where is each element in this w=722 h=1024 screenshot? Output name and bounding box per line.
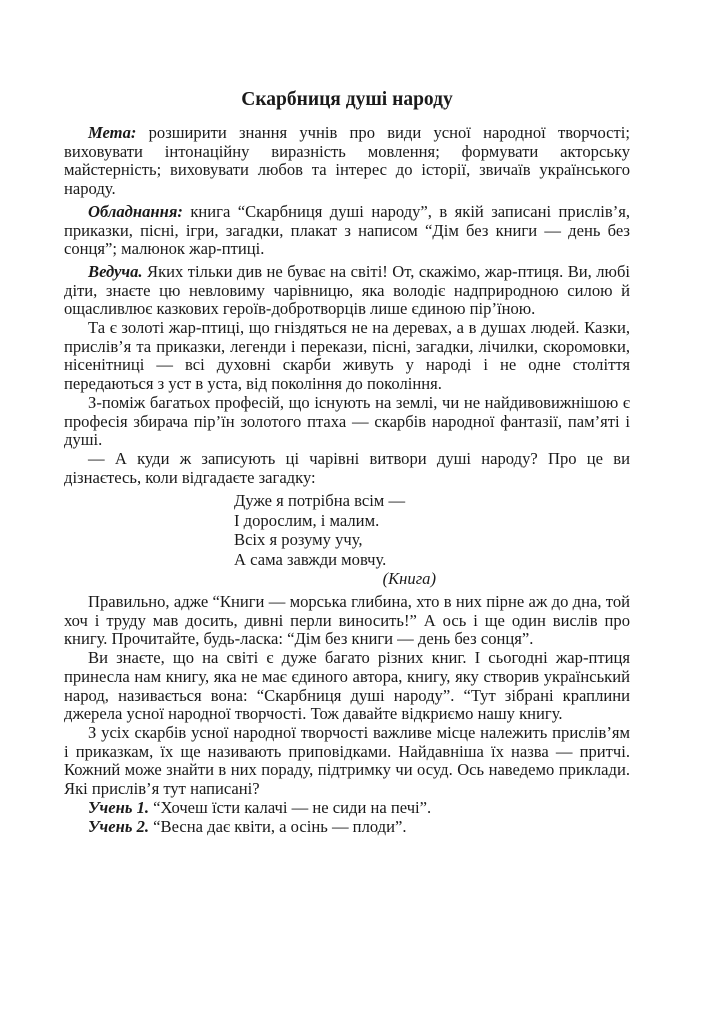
body-paragraph: Та є золоті жар-птиці, що гніздяться не на деревах, а в душах людей. Казки, прислів’я та приказки, легенди і перекази, пісні, загадки, лічилки, скоромовки, нісенітниці — всі духовні скарби живуть у народі і не одне століття передаються з уст в уста, від покоління до покоління. xyxy=(64,318,630,394)
poem-line: Дуже я потрібна всім — xyxy=(234,491,406,511)
poem-line: Всіх я розуму учу, xyxy=(234,530,363,550)
student2-text: “Весна дає квіти, а осінь — плоди”. xyxy=(149,816,407,836)
host-label: Ведуча. xyxy=(88,261,143,281)
goal-text: розширити знання учнів про види усної народної творчості; виховувати інтонаційну виразність мовлення; формувати акторську майстерність; виховувати любов та інтерес до історії, звичаїв українського народу. xyxy=(64,123,630,199)
page-title: Скарбниця душі народу xyxy=(241,89,453,110)
student1-label: Учень 1. xyxy=(88,797,150,817)
student-line xyxy=(64,818,630,837)
equipment-paragraph xyxy=(64,203,630,259)
riddle-answer: (Книга) xyxy=(382,569,436,589)
document-page xyxy=(64,88,630,836)
riddle-poem xyxy=(234,491,630,569)
goal-paragraph xyxy=(64,124,630,199)
equipment-label: Обладнання: xyxy=(88,201,183,221)
poem-line: А сама завжди мовчу. xyxy=(234,549,387,569)
student1-text: “Хочеш їсти калачі — не сиди на печі”. xyxy=(149,797,432,817)
student2-label: Учень 2. xyxy=(88,816,150,836)
goal-label: Мета: xyxy=(88,123,137,142)
poem-line: І дорослим, і малим. xyxy=(234,510,380,530)
body-paragraph: З-поміж багатьох професій, що існують на землі, чи не найдивовижнішою є професія збирача пір’їн золотого птаха — скарбів народної фантазії, пам’яті і душі. xyxy=(64,392,630,450)
host-paragraph xyxy=(64,263,630,319)
body-paragraph: — А куди ж записують ці чарівні витвори душі народу? Про це ви дізнаєтесь, коли відгадаєте загадку: xyxy=(64,448,630,487)
body-paragraph: Правильно, адже “Книги — морська глибина, хто в них пірне аж до дна, той хоч і труду мав досить, дивні перли виносить!” А ось і ще один вислів про книгу. Прочитайте, будь-ласка: “Дім без книги — день без сонця”. xyxy=(64,592,630,649)
equipment-text: книга “Скарбниця душі народу”, в якій записані прислів’я, приказки, пісні, ігри, загадки, плакат з написом “Дім без книги — день без сонця”; малюнок жар-птиці. xyxy=(64,201,630,259)
student-line xyxy=(64,799,630,818)
host-text: Яких тільки див не буває на світі! От, скажімо, жар-птиця. Ви, любі діти, знаєте цю невловиму чарівницю, яка володіє надприродною силою й ощасливлює казкових героїв-добротворців лише єдиною пір’їною. xyxy=(64,261,630,319)
body-paragraph: Ви знаєте, що на світі є дуже багато різних книг. І сьогодні жар-птиця принесла нам книгу, яка не має єдиного автора, книгу, яку створив український народ, називається вона: “Скарбниця душі народу”. “Тут зібрані краплини джерела усної народної творчості. Тож давайте відкриємо нашу книгу. xyxy=(64,648,630,724)
body-paragraph: З усіх скарбів усної народної творчості важливе місце належить прислів’ям і приказкам, їх ще називають приповідками. Найдавніша їх назва — притчі. Кожний може знайти в них пораду, підтримку чи осуд. Ось наведемо приклади. Які прислів’я тут написані? xyxy=(64,722,630,799)
